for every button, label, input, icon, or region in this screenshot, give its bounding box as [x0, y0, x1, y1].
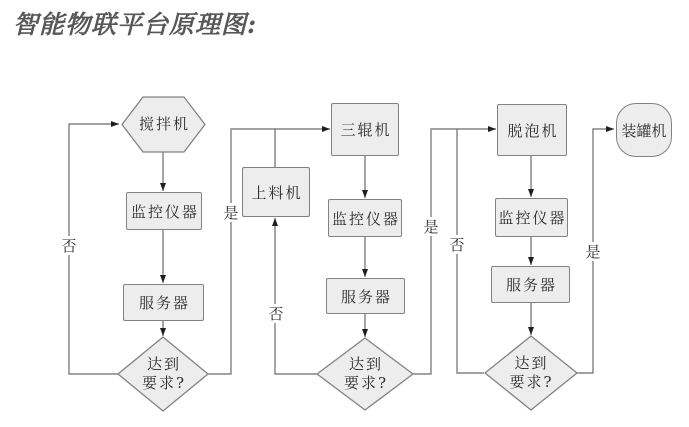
- decision2-line1: 达到: [348, 355, 383, 373]
- edge-label-yes-1: 是: [223, 204, 239, 222]
- edge-label-yes-2: 是: [423, 218, 439, 236]
- node-monitor-1-label: 监控仪器: [130, 202, 199, 221]
- node-mixer-label: [122, 97, 205, 152]
- mixer-text: 搅拌机: [138, 115, 190, 133]
- node-decision-1-label: [118, 339, 208, 409]
- node-server-3-label: 服务器: [505, 276, 557, 294]
- node-monitor-2-label: 监控仪器: [331, 209, 400, 228]
- edge-no-decision2-to-feeder: [275, 218, 317, 374]
- decision2-line2: 要求?: [343, 374, 389, 392]
- node-decision-2-label: [317, 339, 413, 409]
- node-defoamer: [497, 104, 567, 156]
- edge-label-no-1: 否: [61, 237, 77, 255]
- node-server-1-label: 服务器: [138, 294, 190, 312]
- node-feeder-label: 上料机: [251, 183, 303, 202]
- node-roller: [331, 103, 399, 156]
- node-monitor-1: [126, 192, 202, 230]
- edge-label-no-3: 否: [449, 236, 465, 254]
- node-feeder: [242, 167, 310, 217]
- diagram-title: 智能物联平台原理图:: [13, 10, 258, 39]
- edge-label-yes-3: 是: [585, 243, 601, 261]
- node-canner-label: 装罐机: [621, 121, 667, 140]
- node-monitor-2: [328, 199, 402, 237]
- node-roller-label: 三辊机: [340, 121, 392, 139]
- node-monitor-3: [495, 198, 568, 237]
- node-decision-3-label: [484, 338, 577, 408]
- node-server-1: [123, 284, 204, 321]
- node-monitor-3-label: 监控仪器: [498, 209, 567, 227]
- node-server-2: [326, 278, 405, 314]
- node-server-3: [491, 266, 570, 303]
- node-server-2-label: 服务器: [340, 287, 392, 306]
- decision1-line2: 要求?: [141, 374, 187, 392]
- edge-label-no-2: 否: [268, 305, 284, 323]
- node-defoamer-label: 脱泡机: [507, 121, 559, 140]
- edge-yes-decision1-to-roller: [208, 129, 330, 374]
- decision3-line1: 达到: [514, 354, 549, 372]
- decision3-line2: 要求?: [509, 373, 554, 391]
- node-canner: [616, 103, 672, 157]
- decision1-line1: 达到: [146, 355, 181, 373]
